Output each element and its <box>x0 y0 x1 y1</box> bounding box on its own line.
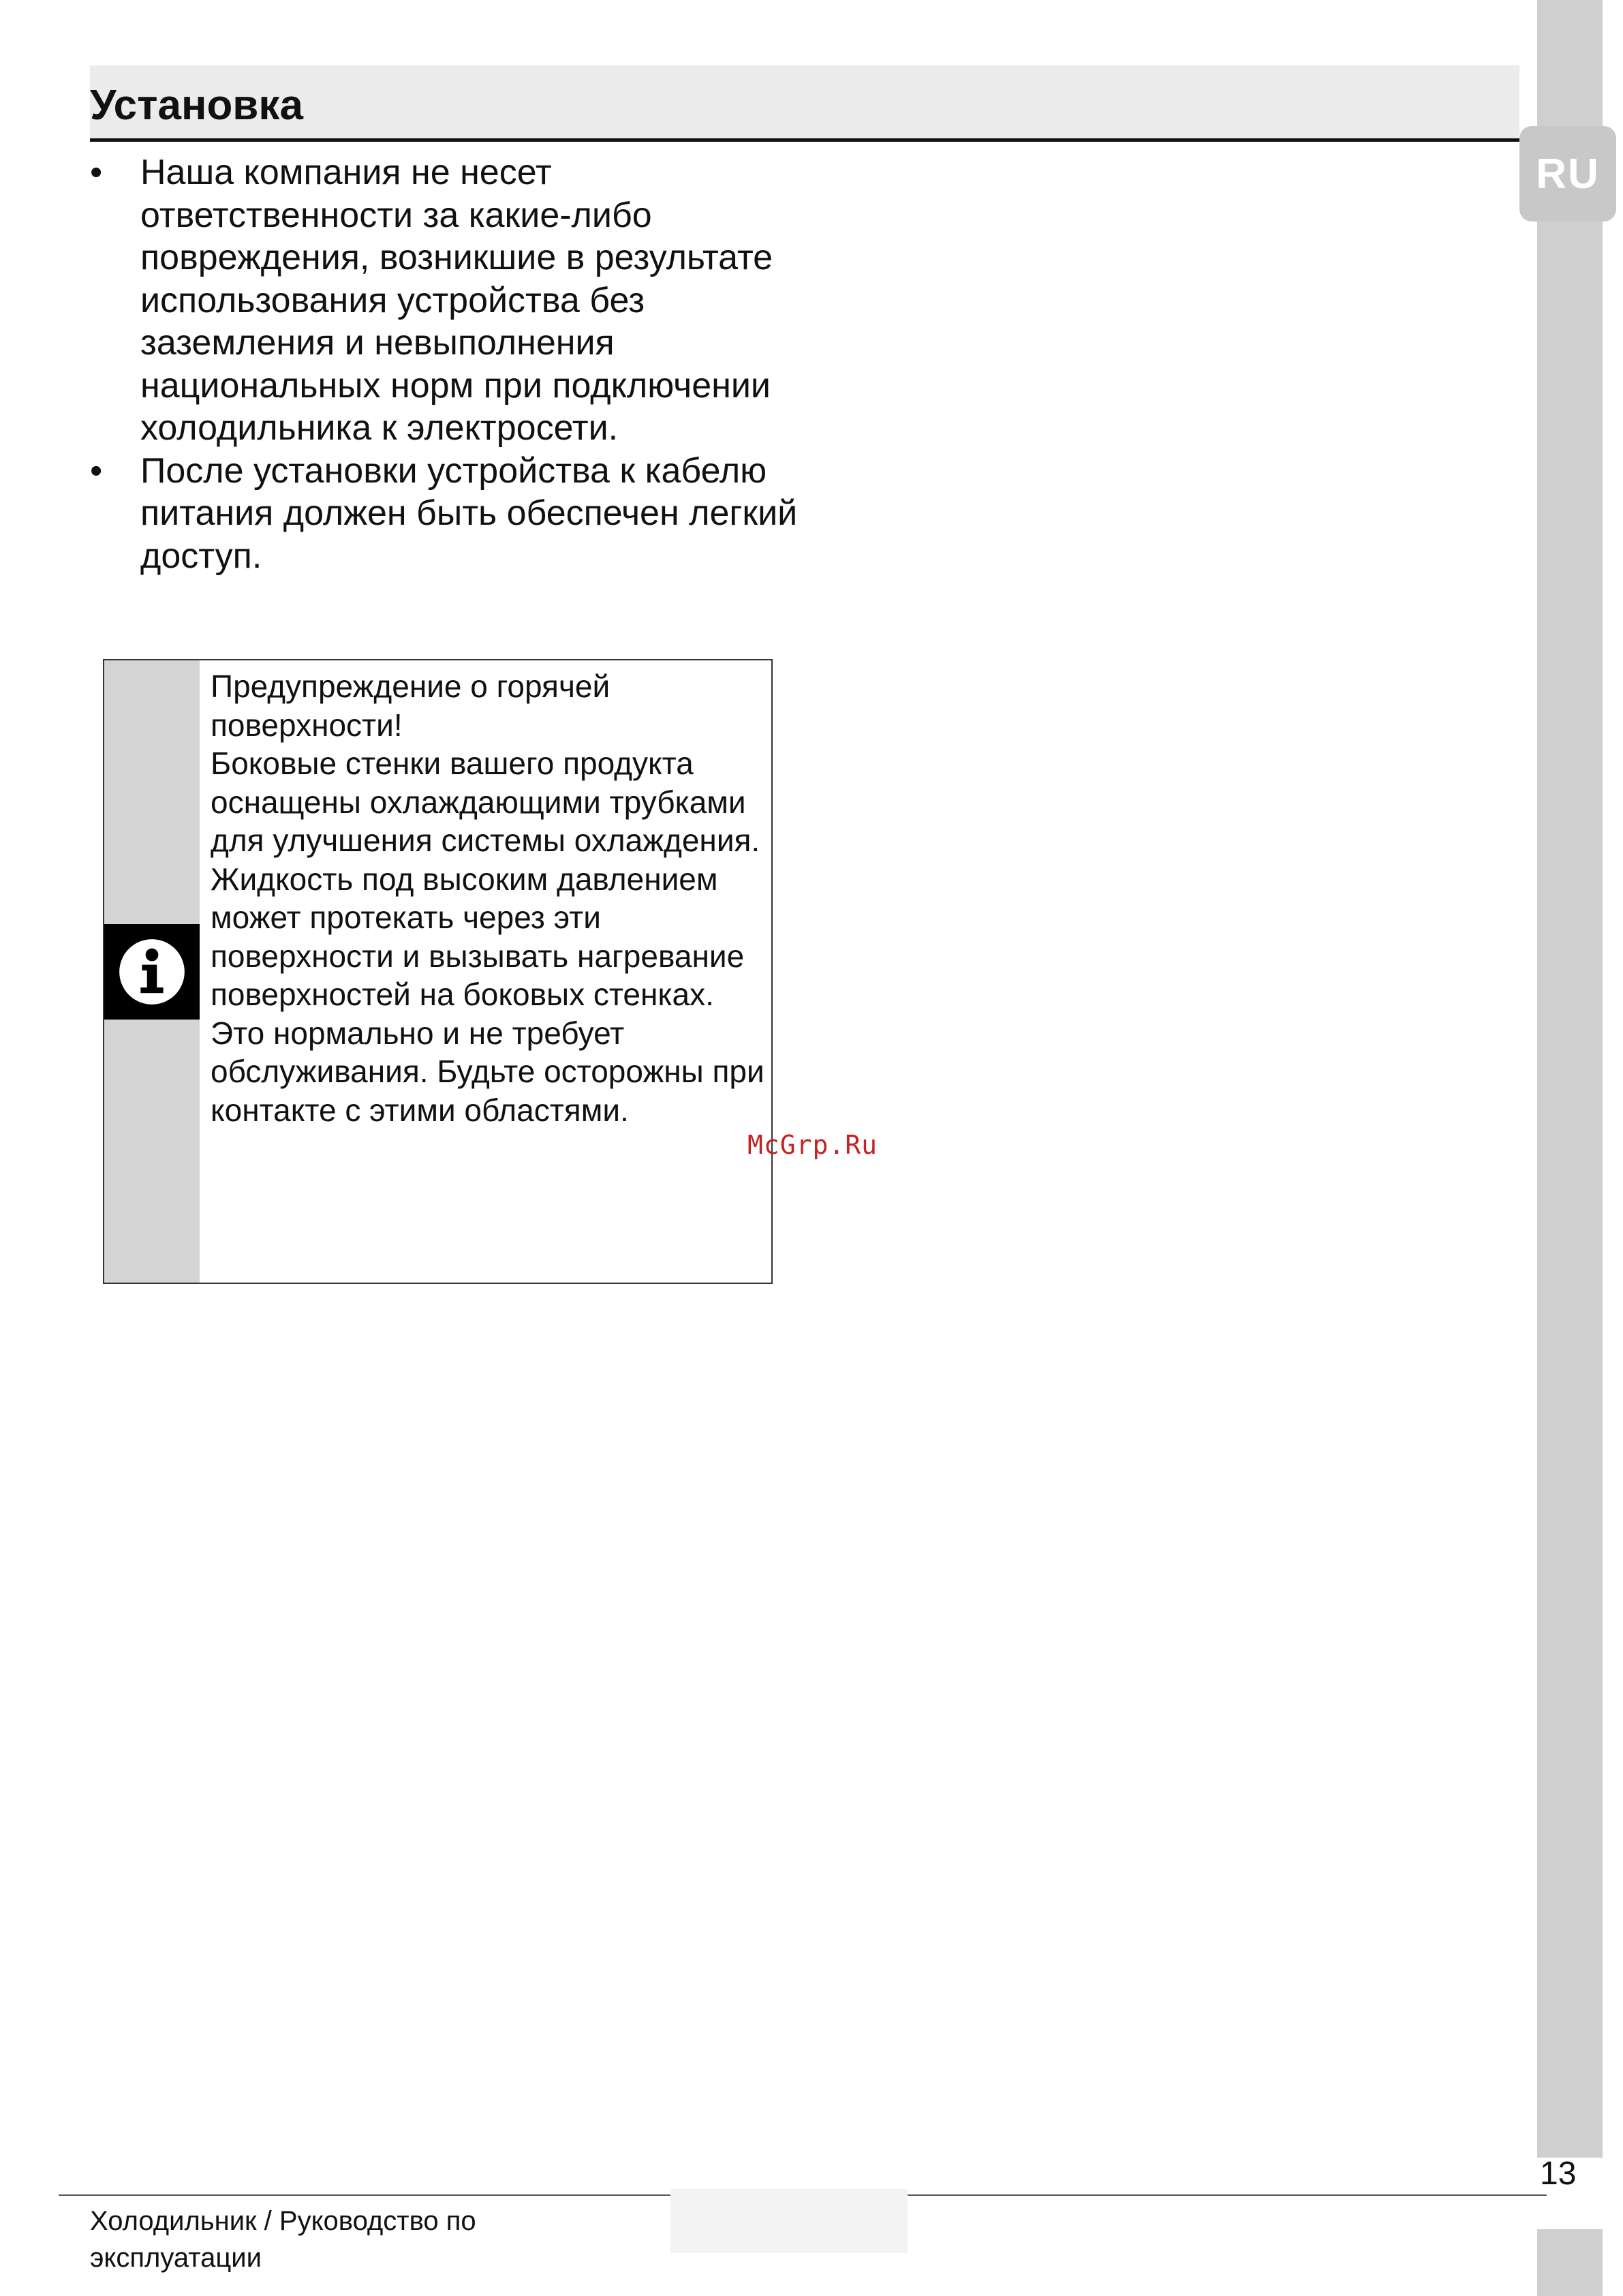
info-icon <box>104 924 200 1020</box>
bullet-marker: • <box>90 450 103 491</box>
side-bar-bottom <box>1537 2229 1603 2296</box>
watermark: McGrp.Ru <box>747 1130 878 1160</box>
section-header-background <box>90 65 1519 140</box>
header-divider <box>90 138 1519 142</box>
language-tab: RU <box>1519 126 1616 221</box>
info-icon-glyph <box>117 936 187 1007</box>
bullet-item <box>90 450 799 578</box>
notice-text: Предупреждение о горячей поверхности! Боковые стенки вашего продукта оснащены охлаждающими трубками для улучшения системы охлаждения. Жидкость под высоким давлением может протекать через эти поверхности и вызывать нагревание поверхностей на боковых стенках. Это нормально и не требует обслуживания. Будьте осторожны при контакте с этими областями. <box>211 669 764 1128</box>
page-number: 13 <box>1540 2156 1577 2192</box>
bullet-text: После установки устройства к кабелю питания должен быть обеспечен легкий доступ. <box>140 450 798 576</box>
bullet-item <box>90 151 799 450</box>
notice-icon-column <box>104 660 200 1283</box>
side-bar <box>1537 0 1603 2158</box>
section-title: Установка <box>90 82 303 129</box>
bullet-list <box>90 151 799 577</box>
bullet-marker: • <box>90 153 103 192</box>
bullet-text: Наша компания не несет ответственности за какие-либо повреждения, возникшие в результате использования устройства без заземления и невыполнения национальных норм при подключении холодильника к электросети. <box>140 153 773 448</box>
hot-surface-notice <box>103 659 773 1284</box>
footer-box <box>670 2189 908 2253</box>
footer-text: Холодильник / Руководство по эксплуатации <box>90 2206 476 2273</box>
